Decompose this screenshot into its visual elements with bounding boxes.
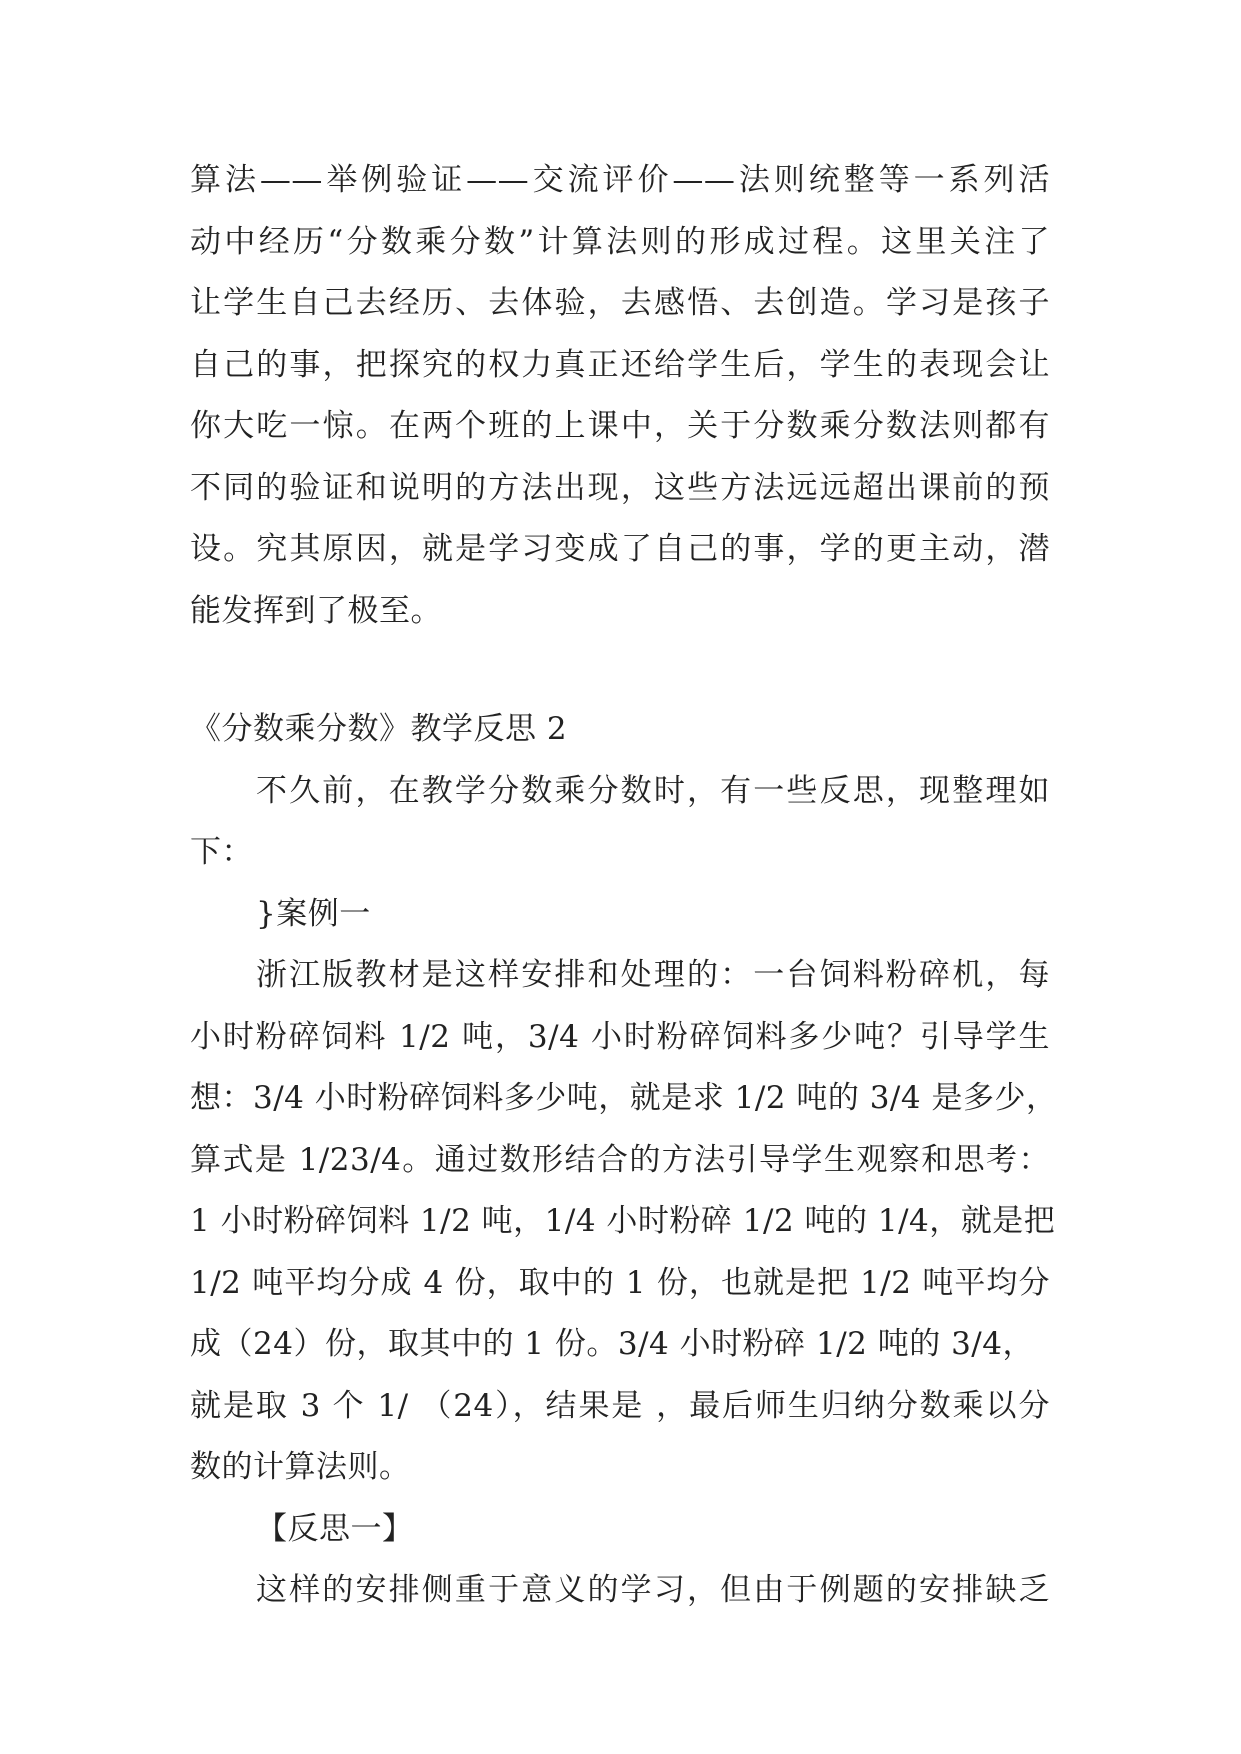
case-line: 想：3/4 小时粉碎饲料多少吨，就是求 1/2 吨的 3/4 是多少， (190, 1080, 1058, 1116)
intro-line: 不久前，在教学分数乘分数时，有一些反思，现整理如 (256, 772, 1050, 809)
case-line: 浙江版教材是这样安排和处理的：一台饲料粉碎机，每 (256, 957, 1050, 993)
paragraph-line: 你大吃一惊。在两个班的上课中，关于分数乘分数法则都有 (190, 408, 1050, 444)
case-line: 就是取 3 个 1/ （24），结果是 ，最后师生归纳分数乘以分 (190, 1387, 1050, 1424)
paragraph-line: 不同的验证和说明的方法出现，这些方法远远超出课前的预 (190, 469, 1050, 506)
case-line: 数的计算法则。 (190, 1449, 411, 1485)
reflection-line: 这样的安排侧重于意义的学习，但由于例题的安排缺乏 (256, 1572, 1050, 1608)
document-page (190, 150, 1058, 1622)
case-line: 成（24）份，取其中的 1 份。3/4 小时粉碎 1/2 吨的 3/4， (190, 1326, 1034, 1362)
intro-line: 下： (190, 834, 253, 870)
paragraph-line: 自己的事，把探究的权力真正还给学生后，学生的表现会让 (190, 346, 1050, 383)
section-title: 《分数乘分数》教学反思 2 (190, 711, 568, 747)
case-line: 算式是 1/23/4。通过数形结合的方法引导学生观察和思考： (190, 1141, 1050, 1178)
case-heading: }案例一 (256, 895, 371, 932)
paragraph-line: 能发挥到了极至。 (190, 592, 442, 629)
reflection-heading: 【反思一】 (256, 1510, 414, 1547)
paragraph-line: 让学生自己去经历、去体验，去感悟、去创造。学习是孩子 (190, 285, 1050, 321)
paragraph-line: 动中经历“分数乘分数”计算法则的形成过程。这里关注了 (190, 223, 1050, 260)
paragraph-line: 算法——举例验证——交流评价——法则统整等一系列活 (190, 162, 1050, 198)
case-line: 1/2 吨平均分成 4 份，取中的 1 份，也就是把 1/2 吨平均分 (190, 1264, 1050, 1301)
case-line: 小时粉碎饲料 1/2 吨，3/4 小时粉碎饲料多少吨？引导学生 (190, 1018, 1050, 1055)
paragraph-line: 设。究其原因，就是学习变成了自己的事，学的更主动，潜 (190, 531, 1050, 567)
case-line: 1 小时粉碎饲料 1/2 吨，1/4 小时粉碎 1/2 吨的 1/4，就是把 (190, 1203, 1056, 1239)
section-spacer (190, 642, 1050, 699)
